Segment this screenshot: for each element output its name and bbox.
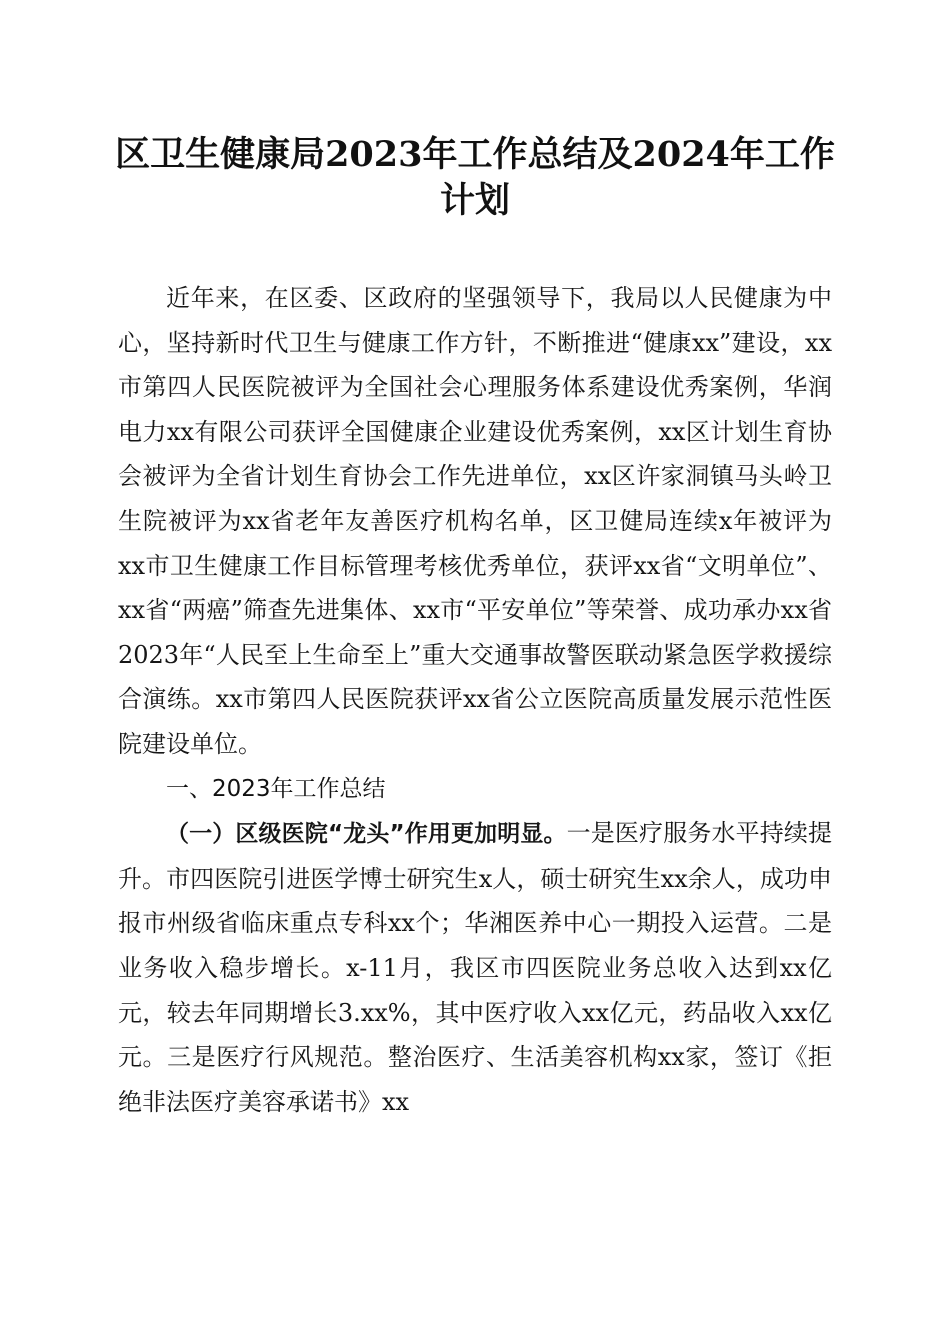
document-title: 区卫生健康局2023年工作总结及2024年工作计划 — [115, 134, 835, 221]
subsection-lead: （一）区级医院“龙头”作用更加明显。 — [166, 821, 567, 848]
document-body — [118, 276, 832, 1124]
subsection-text: 一是医疗服务水平持续提升。市四医院引进医学博士研究生x人，硕士研究生xx余人，成功申报市州级省临床重点专科xx个；华湘医养中心一期投入运营。二是业务收入稳步增长。x-11月，我区市四医院业务总收入达到xx亿元，较去年同期增长3.xx%，其中医疗收入xx亿元，药品收入xx亿元。三是医疗行风规范。整治医疗、生活美容机构xx家，签订《拒绝非法医疗美容承诺书》xx — [118, 819, 833, 1116]
intro-paragraph: 近年来，在区委、区政府的坚强领导下，我局以人民健康为中心，坚持新时代卫生与健康工作方针，不断推进“健康xx”建设，xx市第四人民医院被评为全国社会心理服务体系建设优秀案例，华润电力xx有限公司获评全国健康企业建设优秀案例，xx区计划生育协会被评为全省计划生育协会工作先进单位，xx区许家洞镇马头岭卫生院被评为xx省老年友善医疗机构名单，区卫健局连续x年被评为xx市卫生健康工作目标管理考核优秀单位，获评xx省“文明单位”、xx省“两癌”筛查先进集体、xx市“平安单位”等荣誉、成功承办xx省2023年“人民至上生命至上”重大交通事故警医联动紧急医学救援综合演练。xx市第四人民医院获评xx省公立医院高质量发展示范性医院建设单位。 — [118, 284, 832, 758]
section-heading: 一、2023年工作总结 — [166, 775, 386, 802]
subsection-paragraph — [118, 811, 832, 1124]
